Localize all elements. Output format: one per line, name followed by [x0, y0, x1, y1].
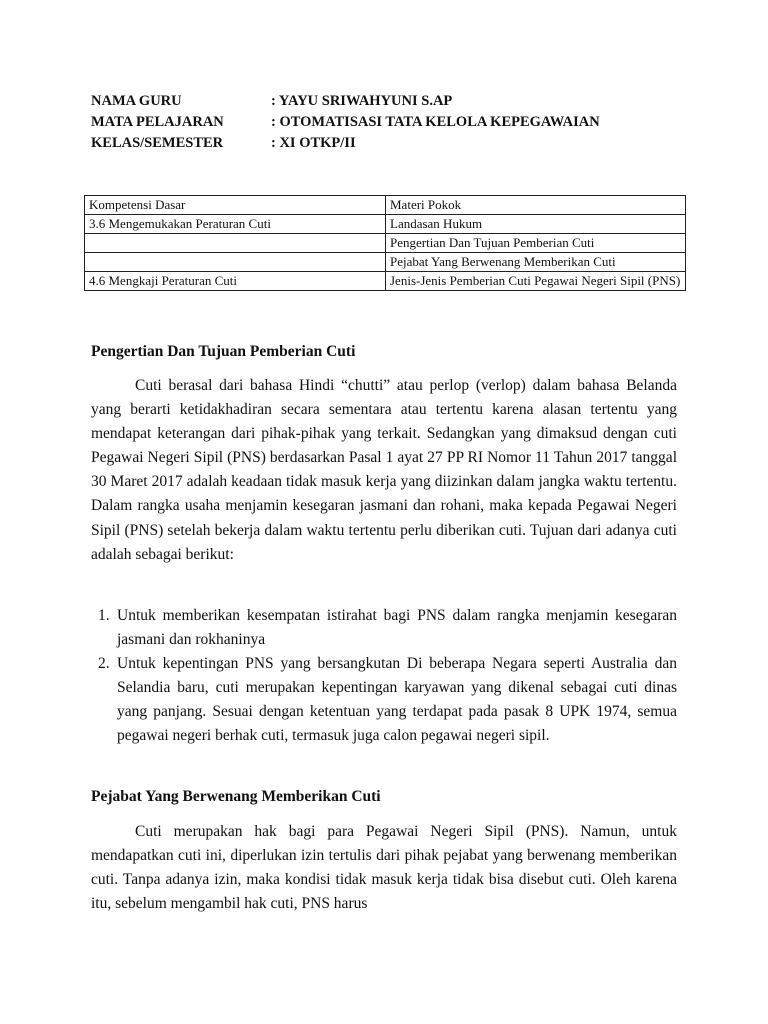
list-text: Untuk kepentingan PNS yang bersangkutan Di beberapa Negara seperti Australia dan Selandia baru, cuti merupakan kepentingan karyawan yang dikenal sebagai cuti dinas yang panjang. Sesuai dengan ketentuan yang terdapat pada pasak 8 UPK 1974, semua pegawai negeri berhak cuti, termasuk juga calon pegawai negeri sipil.	[117, 655, 677, 745]
table-header-cell: Kompetensi Dasar	[85, 196, 386, 215]
body-paragraph	[91, 374, 677, 567]
info-row	[91, 91, 600, 112]
table-row	[85, 272, 686, 291]
info-label: MATA PELAJARAN	[91, 114, 224, 130]
table-header-cell: Materi Pokok	[386, 196, 686, 215]
table-row	[85, 215, 686, 234]
table-cell: Pengertian Dan Tujuan Pemberian Cuti	[386, 234, 686, 253]
list-number: 2.	[98, 655, 110, 673]
table-cell	[85, 253, 386, 272]
info-label: KELAS/SEMESTER	[91, 135, 224, 151]
info-label: NAMA GURU	[91, 93, 182, 109]
table-cell: Jenis-Jenis Pemberian Cuti Pegawai Negeri Sipil (PNS)	[386, 272, 686, 291]
info-row	[91, 112, 600, 133]
table-cell: 4.6 Mengkaji Peraturan Cuti	[85, 272, 386, 291]
list-item	[91, 604, 677, 652]
body-paragraph	[91, 820, 677, 916]
list-item	[91, 652, 677, 748]
info-value: : OTOMATISASI TATA KELOLA KEPEGAWAIAN	[271, 114, 600, 130]
table-row	[85, 253, 686, 272]
purpose-list	[91, 604, 677, 749]
competency-table	[84, 195, 686, 291]
list-number: 1.	[98, 607, 110, 624]
table-cell: Landasan Hukum	[386, 215, 686, 234]
table-cell: Pejabat Yang Berwenang Memberikan Cuti	[386, 253, 686, 272]
list-text: Untuk memberikan kesempatan istirahat bagi PNS dalam rangka menjamin kesegaran jasmani dan rokhaninya	[117, 607, 677, 649]
section-heading: Pejabat Yang Berwenang Memberikan Cuti	[91, 788, 381, 805]
table-cell	[85, 234, 386, 253]
table-cell: 3.6 Mengemukakan Peraturan Cuti	[85, 215, 386, 234]
section-heading: Pengertian Dan Tujuan Pemberian Cuti	[91, 343, 356, 360]
info-value: : YAYU SRIWAHYUNI S.AP	[271, 93, 453, 109]
table-header-row	[85, 196, 686, 215]
teacher-info	[91, 91, 600, 154]
paragraph-text: Cuti merupakan hak bagi para Pegawai Negeri Sipil (PNS). Namun, untuk mendapatkan cuti ini, diperlukan izin tertulis dari pihak pejabat yang berwenang memberikan cuti. Tanpa adanya izin, maka kondisi tidak masuk kerja tidak bisa disebut cuti. Oleh karena itu, sebelum mengambil hak cuti, PNS harus	[91, 823, 677, 913]
table-row	[85, 234, 686, 253]
info-value: : XI OTKP/II	[271, 135, 356, 151]
paragraph-text: Cuti berasal dari bahasa Hindi “chutti” atau perlop (verlop) dalam bahasa Belanda yang berarti ketidakhadiran secara sementara atau tertentu karena alasan tertentu yang mendapat keterangan dari pihak-pihak yang terkait. Sedangkan yang dimaksud dengan cuti Pegawai Negeri Sipil (PNS) berdasarkan Pasal 1 ayat 27 PP RI Nomor 11 Tahun 2017 tanggal 30 Maret 2017 adalah keadaan tidak masuk kerja yang diizinkan dalam jangka waktu tertentu. Dalam rangka usaha menjamin kesegaran jasmani dan rohani, maka kepada Pegawai Negeri Sipil (PNS) setelah bekerja dalam waktu tertentu perlu diberikan cuti. Tujuan dari adanya cuti adalah sebagai berikut:	[91, 377, 677, 563]
info-row	[91, 133, 600, 154]
